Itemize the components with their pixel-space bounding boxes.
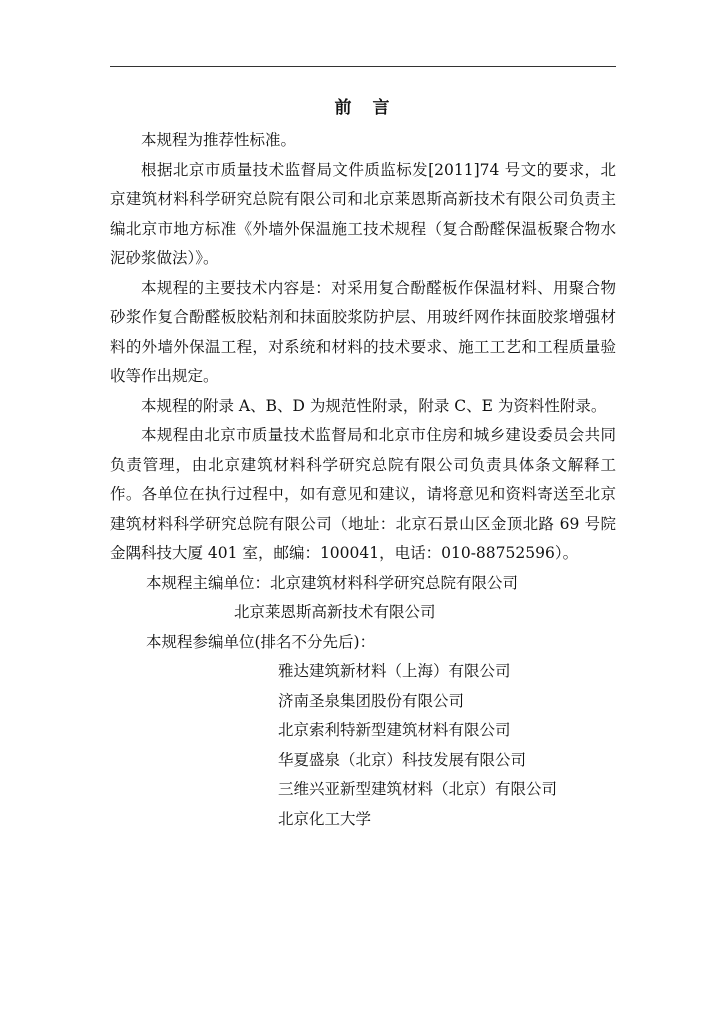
list-item: 北京化工大学	[278, 809, 372, 828]
preface-body	[110, 126, 616, 834]
chief-editor-line	[110, 569, 616, 599]
paragraph-standard-type: 本规程为推荐性标准。	[141, 131, 297, 149]
list-item: 济南圣泉集团股份有限公司	[278, 691, 465, 710]
chief-editor-line-2	[110, 598, 616, 628]
paragraph-management: 本规程由北京市质量技术监督局和北京市住房和城乡建设委员会共同负责管理，由北京建筑材料科学研究总院有限公司负责具体条文解释工作。各单位在执行过程中，如有意见和建议，请将意见和资料寄送至北京建筑材料科学研究总院有限公司（地址：北京石景山区金顶北路 69 号院金隅科技大厦 401 室，邮编：100041，电话：010-88752596）。	[110, 426, 616, 562]
chief-editor-1: 北京建筑材料科学研究总院有限公司	[270, 573, 519, 592]
header-rule	[110, 66, 616, 67]
list-item: 三维兴亚新型建筑材料（北京）有限公司	[278, 780, 558, 798]
participants-list	[110, 657, 616, 834]
chief-editor-2: 北京莱恩斯高新技术有限公司	[234, 603, 436, 621]
page-title: 前 言	[334, 98, 392, 118]
paragraph-main-content: 本规程的主要技术内容是：对采用复合酚醛板作保温材料、用聚合物砂浆作复合酚醛板胶粘剂和抹面胶浆防护层、用玻纤网作抹面胶浆增强材料的外墙外保温工程，对系统和材料的技术要求、施工工艺和工程质量验收等作出规定。	[110, 278, 616, 385]
chief-editors-label: 本规程主编单位：	[146, 573, 271, 592]
participants-label: 本规程参编单位(排名不分先后)：	[146, 632, 376, 651]
list-item: 北京索利特新型建筑材料有限公司	[278, 721, 511, 739]
paragraph-basis: 根据北京市质量技术监督局文件质监标发[2011]74 号文的要求，北京建筑材料科学研究总院有限公司和北京莱恩斯高新技术有限公司负责主编北京市地方标准《外墙外保温施工技术规程（复合酚醛保温板聚合物水泥砂浆做法）》。	[110, 160, 616, 267]
list-item: 雅达建筑新材料（上海）有限公司	[278, 662, 511, 680]
paragraph-appendices: 本规程的附录 A、B、D 为规范性附录，附录 C、E 为资料性附录。	[141, 396, 607, 415]
list-item: 华夏盛泉（北京）科技发展有限公司	[278, 750, 527, 769]
